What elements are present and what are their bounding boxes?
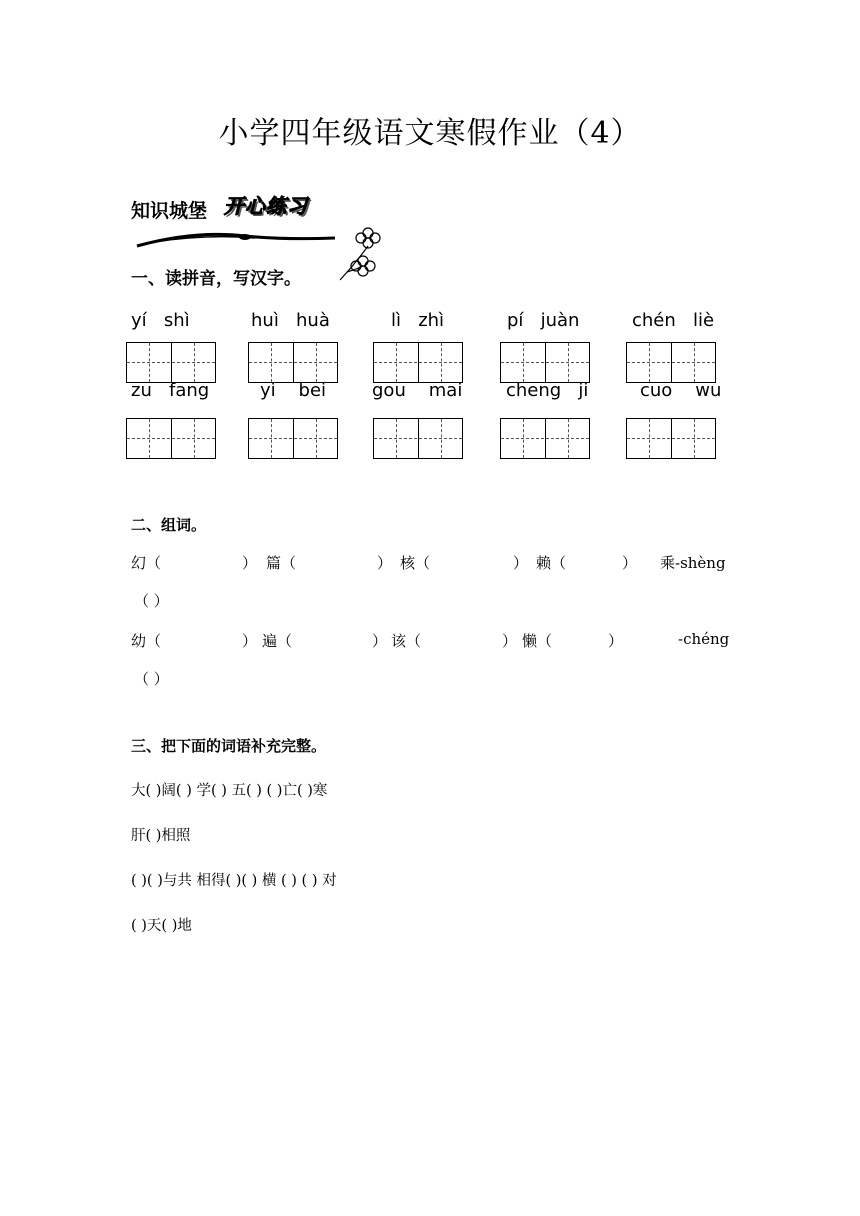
word-group: ） xyxy=(377,554,393,572)
word-group: ） xyxy=(622,554,638,572)
pinyin-1-3: lì zhì xyxy=(391,310,445,331)
word-group: （ ） xyxy=(134,592,169,610)
writing-grid[interactable] xyxy=(126,418,216,459)
section-banner-title: 知识城堡 xyxy=(131,200,208,222)
word-group: ） xyxy=(502,632,518,650)
pinyin-2-4: cheng ji xyxy=(506,380,589,401)
pinyin-1-5: chén liè xyxy=(632,310,715,331)
word-group: （ ） xyxy=(134,670,169,688)
writing-grid[interactable] xyxy=(373,342,463,383)
section3-heading: 三、把下面的词语补充完整。 xyxy=(131,737,327,755)
pinyin-2-5: cuo wu xyxy=(640,380,722,401)
pinyin-2-3: gou mai xyxy=(372,380,463,401)
pinyin-2-2: yi bei xyxy=(260,380,327,401)
writing-grid[interactable] xyxy=(248,418,338,459)
pinyin-1-2: huì huà xyxy=(251,310,330,331)
word-group: ） xyxy=(513,554,529,572)
writing-grid[interactable] xyxy=(248,342,338,383)
word-group: 遍（ xyxy=(262,632,293,650)
word-group: -chéng xyxy=(678,630,730,648)
writing-grid[interactable] xyxy=(126,342,216,383)
word-group: 该（ xyxy=(391,632,422,650)
idiom-line: 肝( )相照 xyxy=(131,828,191,844)
page-title: 小学四年级语文寒假作业（4） xyxy=(218,116,642,151)
word-group: ） xyxy=(242,554,258,572)
word-group: 幼（ xyxy=(131,632,162,650)
section-banner-subtitle: 开心练习 xyxy=(224,194,308,218)
writing-grid[interactable] xyxy=(500,342,590,383)
writing-grid[interactable] xyxy=(500,418,590,459)
word-group: 乘-shèng xyxy=(660,554,726,572)
idiom-line: ( )天( )地 xyxy=(131,918,192,934)
pinyin-1-1: yí shì xyxy=(131,310,190,331)
word-group: ） xyxy=(242,632,258,650)
pinyin-2-1: zu fang xyxy=(131,380,210,401)
word-group: 赖（ xyxy=(536,554,567,572)
word-group: 核（ xyxy=(400,554,431,572)
idiom-line: ( )( )与共 相得( )( ) 横 ( ) ( ) 对 xyxy=(131,873,337,889)
word-group: ） xyxy=(372,632,388,650)
idiom-line: 大( )阔( ) 学( ) 五( ) ( )亡( )寒 xyxy=(131,783,328,799)
word-group: 懒（ xyxy=(522,632,553,650)
writing-grid[interactable] xyxy=(373,418,463,459)
word-group: 篇（ xyxy=(266,554,297,572)
word-group: ） xyxy=(608,632,624,650)
writing-grid[interactable] xyxy=(626,342,716,383)
pinyin-1-4: pí juàn xyxy=(507,310,580,331)
word-group: 幻（ xyxy=(131,554,162,572)
section2-heading: 二、组词。 xyxy=(131,516,207,534)
section1-heading: 一、读拼音，写汉字。 xyxy=(131,269,301,289)
writing-grid[interactable] xyxy=(626,418,716,459)
